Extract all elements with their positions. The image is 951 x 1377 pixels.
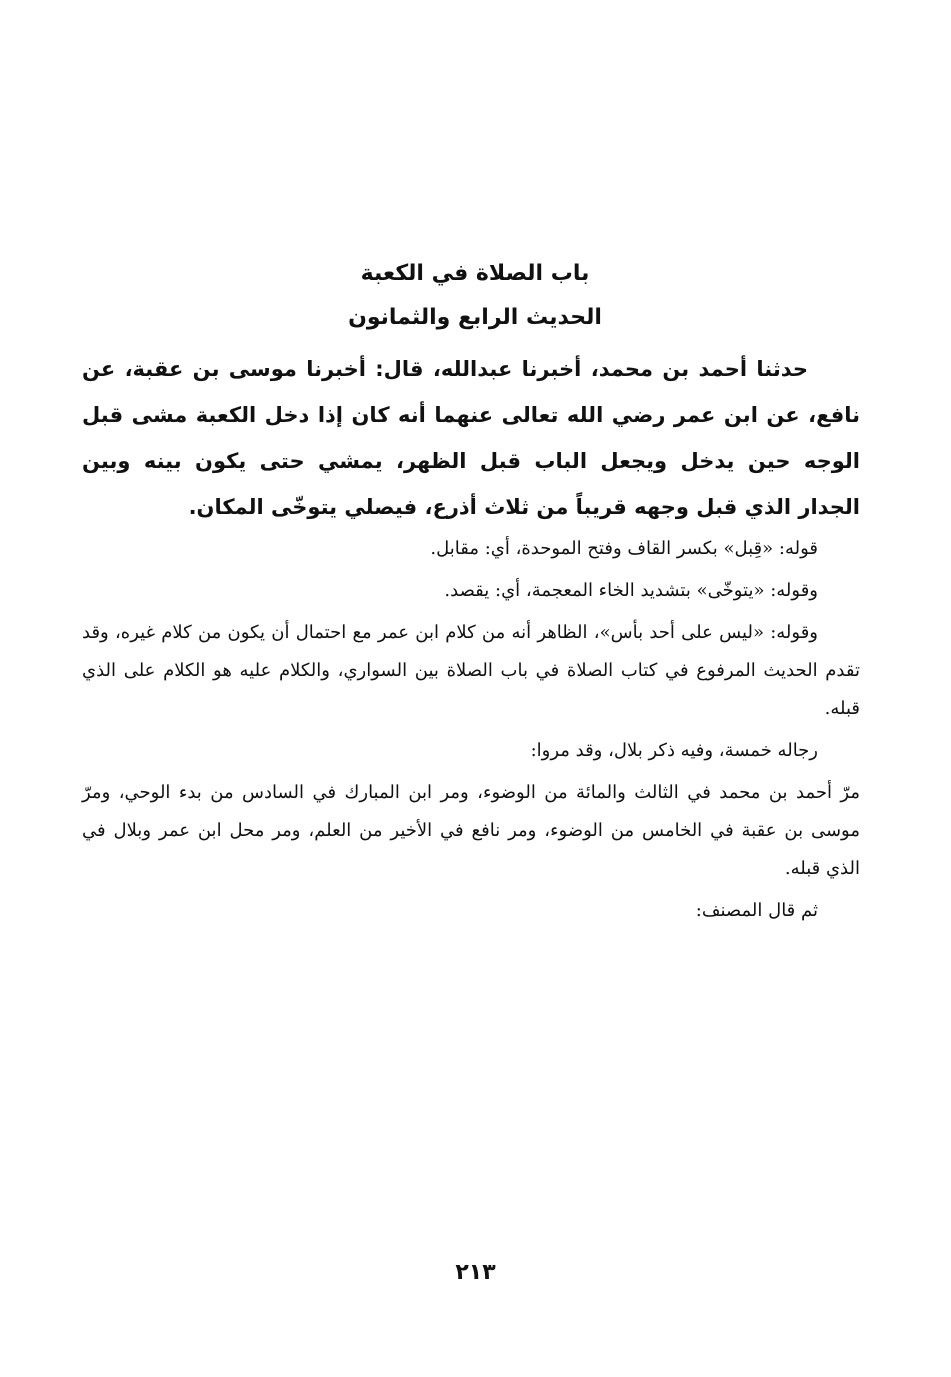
heading-block bbox=[80, 252, 870, 340]
commentary-paragraph: قوله: «قِبل» بكسر القاف وفتح الموحدة، أي: مقابل. bbox=[430, 538, 818, 559]
chapter-title: باب الصلاة في الكعبة bbox=[360, 261, 590, 286]
commentary-paragraph: ثم قال المصنف: bbox=[695, 900, 818, 921]
hadith-text: حدثنا أحمد بن محمد، أخبرنا عبدالله، قال: أخبرنا موسى بن عقبة، عن نافع، عن ابن عمر رضي الله تعالى عنهما أنه كان إذا دخل الكعبة مشى قبل الوجه حين يدخل ويجعل الباب قبل الظهر، يمشي حتى يكون بينه وبين الجدار الذي قبل وجهه قريباً من ثلاث أذرع، فيصلي يتوخّى المكان. bbox=[82, 357, 860, 519]
commentary-block bbox=[82, 530, 860, 934]
commentary-paragraph: وقوله: «يتوخّى» بتشديد الخاء المعجمة، أي: يقصد. bbox=[444, 580, 818, 601]
commentary-paragraph: رجاله خمسة، وفيه ذكر بلال، وقد مروا: bbox=[530, 740, 818, 761]
hadith-title: الحديث الرابع والثمانون bbox=[348, 305, 602, 330]
commentary-paragraph: وقوله: «ليس على أحد بأس»، الظاهر أنه من كلام ابن عمر مع احتمال أن يكون من كلام غيره، وقد تقدم الحديث المرفوع في كتاب الصلاة في باب الصلاة بين السواري، والكلام عليه هو الكلام على الذي قبله. bbox=[82, 622, 860, 719]
page-number: ٢١٣ bbox=[455, 1260, 496, 1285]
commentary-paragraph: مرّ أحمد بن محمد في الثالث والمائة من الوضوء، ومر ابن المبارك في السادس من بدء الوحي، ومرّ موسى بن عقبة في الخامس من الوضوء، ومر نافع في الأخير من العلم، ومر محل ابن عمر وبلال في الذي قبله. bbox=[82, 782, 860, 879]
hadith-text-block bbox=[82, 346, 860, 530]
